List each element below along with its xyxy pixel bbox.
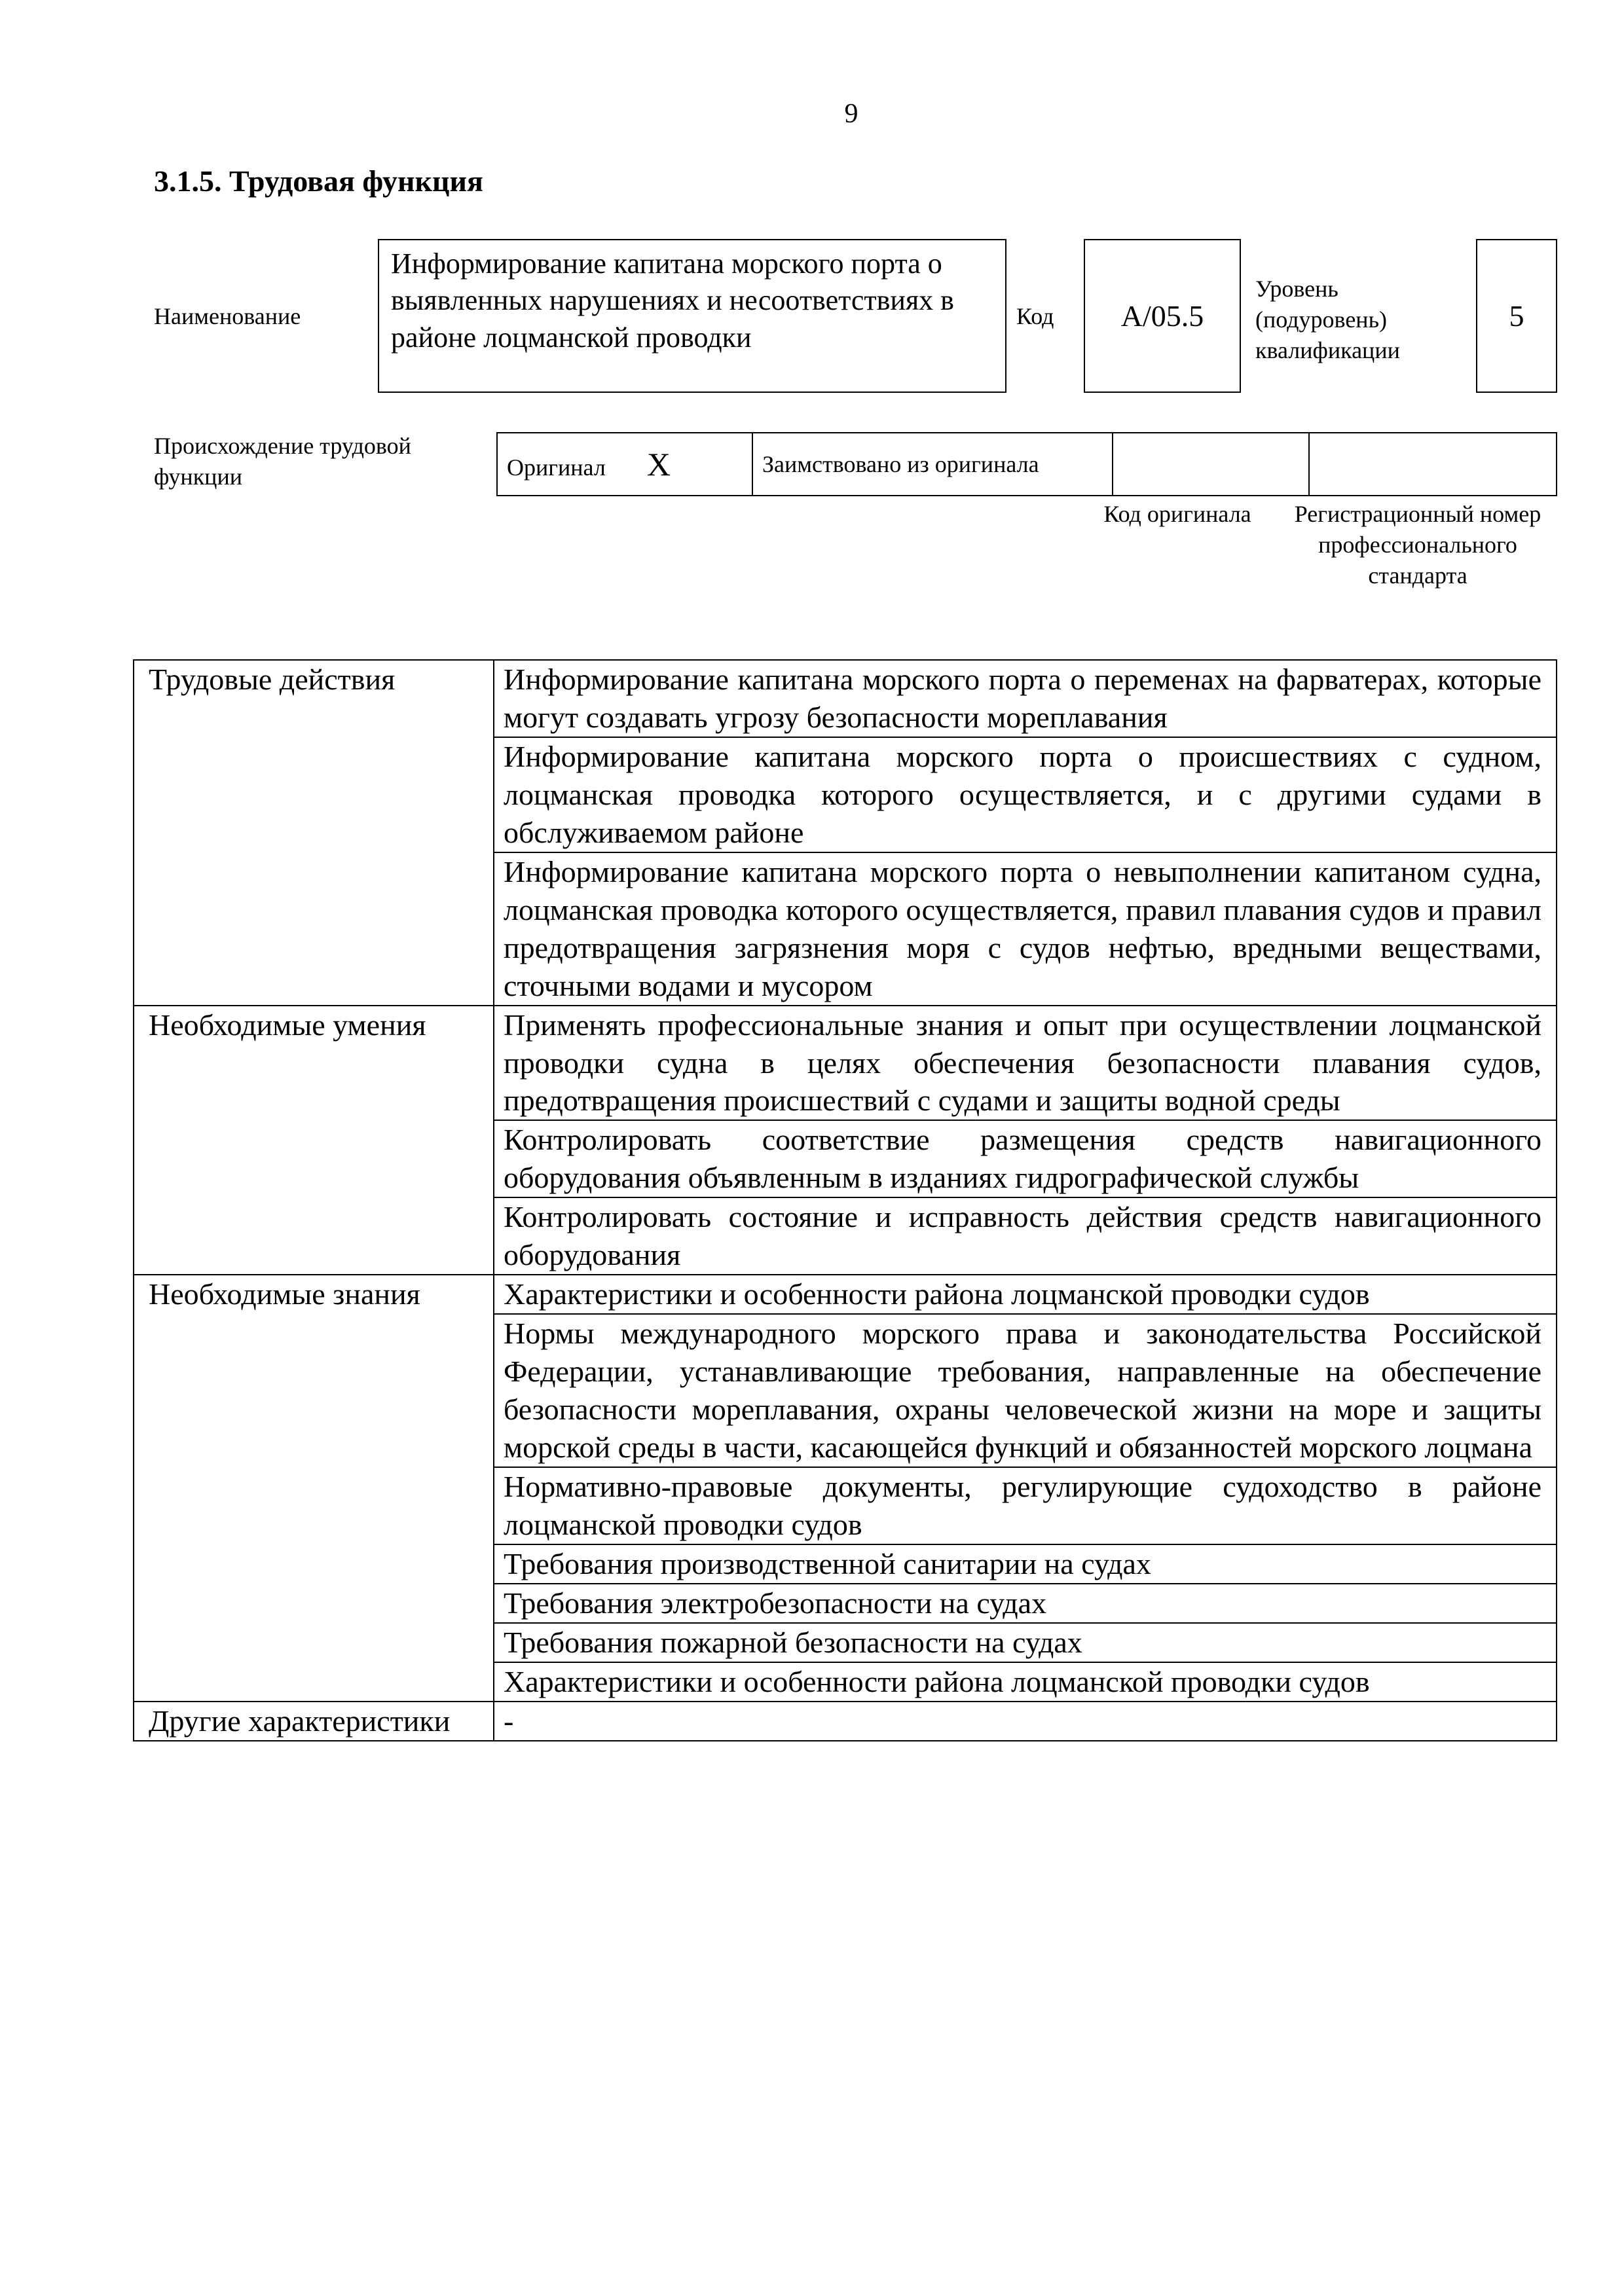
table-cell: Характеристики и особенности района лоцманской проводки судов [494,1275,1557,1314]
table-cell: Информирование капитана морского порта о происшествиях с судном, лоцманская проводка которого осуществляется, и с другими судами в обслуживаемом районе [494,737,1557,852]
category-cell: Необходимые умения [134,1006,494,1275]
table-cell: Информирование капитана морского порта о невыполнении капитаном судна, лоцманская проводка которого осуществляется, правил плавания судов и правил предотвращения загрязнения моря с судов нефтью, вредными веществами, сточными водами и мусором [494,852,1557,1006]
origin-label: Происхождение трудовой функции [154,433,411,490]
qualification-level-label: Уровень (подуровень) квалификации [1255,276,1400,363]
reg-number-caption: Регистрационный номер профессионального стандарта [1294,501,1541,589]
category-cell: Трудовые действия [134,660,494,1006]
table-row [134,660,1557,737]
table-cell: Контролировать состояние и исправность действия средств навигационного оборудования [494,1197,1557,1275]
table-row [134,1006,1557,1121]
table-cell: Требования производственной санитарии на судах [494,1544,1557,1584]
table-cell: Требования электробезопасности на судах [494,1584,1557,1623]
category-cell: Необходимые знания [134,1275,494,1701]
borrowed-cell: Заимствовано из оригинала [752,433,1113,496]
section-title: 3.1.5. Трудовая функция [154,164,483,198]
function-name-value: Информирование капитана морского порта о выявленных нарушениях и несоответствиях в районе лоцманской проводки [378,239,1006,393]
reg-number-cell [1309,433,1557,496]
labor-function-table [133,659,1557,1741]
code-original-caption: Код оригинала [1103,501,1251,527]
table-cell: Характеристики и особенности района лоцманской проводки судов [494,1662,1557,1702]
name-label: Наименование [154,303,301,329]
table-cell: - [494,1702,1557,1741]
category-cell: Другие характеристики [134,1702,494,1741]
table-cell: Информирование капитана морского порта о переменах на фарватерах, которые могут создавать угрозу безопасности мореплавания [494,660,1557,737]
original-mark: X [646,445,671,483]
table-cell: Нормативно-правовые документы, регулирующие судоходство в районе лоцманской проводки судов [494,1467,1557,1544]
table-cell: Применять профессиональные знания и опыт при осуществлении лоцманской проводки судна в целях обеспечения безопасности плавания судов, предотвращения происшествий с судами и защиты водной среды [494,1006,1557,1121]
table-row [134,1702,1557,1741]
table-cell: Нормы международного морского права и законодательства Российской Федерации, устанавливающие требования, направленные на обеспечение безопасности мореплавания, охраны человеческой жизни на море и защиты морской среды в части, касающейся функций и обязанностей морского лоцмана [494,1314,1557,1467]
page-number: 9 [844,99,858,129]
origin-table [496,432,1557,496]
table-row [134,1275,1557,1314]
qualification-level-value: 5 [1476,239,1557,393]
table-cell: Контролировать соответствие размещения средств навигационного оборудования объявленным в изданиях гидрографической службы [494,1120,1557,1197]
code-value: A/05.5 [1084,239,1241,393]
original-label: Оригинал [507,454,606,481]
original-cell [497,433,752,496]
code-original-cell [1113,433,1309,496]
table-cell: Требования пожарной безопасности на судах [494,1623,1557,1662]
code-label: Код [1016,303,1054,329]
